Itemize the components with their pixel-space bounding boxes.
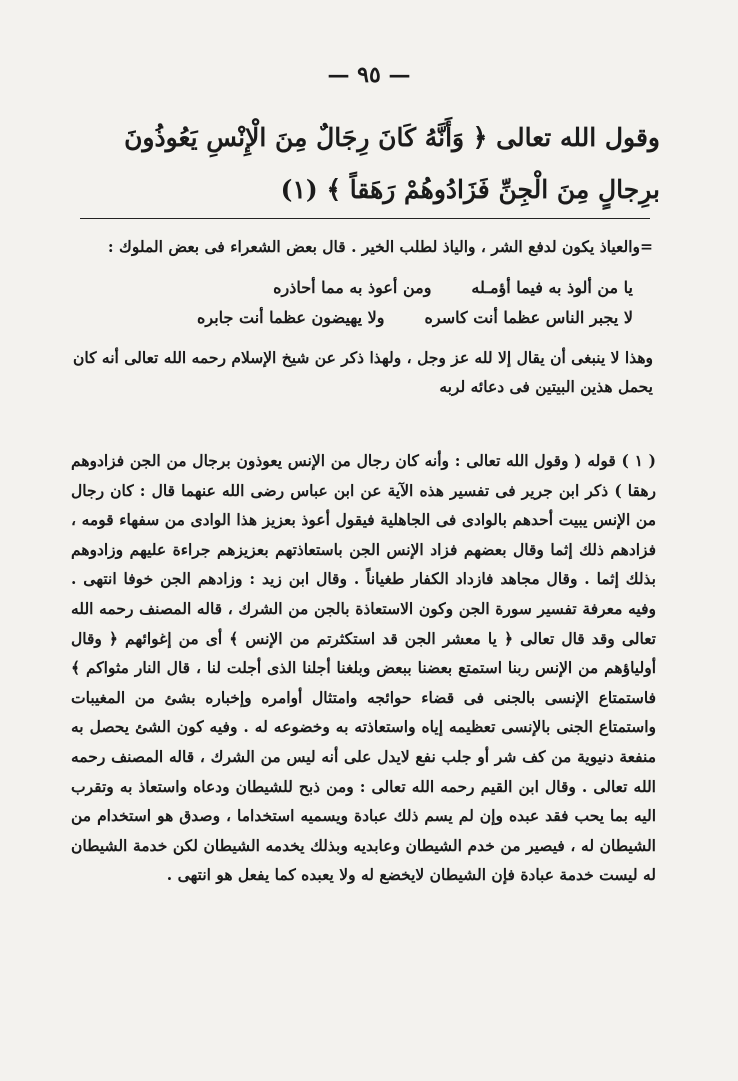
poetry-line — [73, 273, 633, 303]
page-number: — ٩٥ — — [327, 62, 411, 88]
footnote — [71, 446, 656, 890]
hemistich-second: ولا يهيضون عظما أنت جابره — [197, 308, 385, 327]
main-text — [60, 112, 660, 216]
poetry-block — [73, 273, 653, 333]
poetry-line — [73, 303, 633, 333]
divider — [80, 218, 650, 219]
main-text-line-2: برِجالٍ مِنَ الْجِنِّ فَزَادُوهُمْ رَهَقاً ﴾ (١) — [280, 175, 660, 204]
hemistich-second: ومن أعوذ به مما أحاذره — [273, 278, 432, 297]
main-text-line-1: وقول الله تعالى ﴿ وَأَنَّهُ كَانَ رِجَالٌ مِنَ الْإِنْسِ يَعُوذُونَ — [124, 123, 660, 152]
hemistich-first: يا من ألوذ به فيما أؤمـله — [471, 278, 633, 297]
commentary-after: وهذا لا ينبغى أن يقال إلا لله عز وجل ، ولهذا ذكر عن شيخ الإسلام رحمه الله تعالى أنه كان يحمل هذين البيتين فى دعائه لربه — [73, 348, 653, 396]
commentary — [73, 232, 653, 401]
hemistich-first: لا يجبر الناس عظما أنت كاسره — [424, 308, 633, 327]
commentary-intro: =والعياذ يكون لدفع الشر ، والياذ لطلب الخير . قال بعض الشعراء فى بعض الملوك : — [107, 237, 653, 256]
footnote-text: ( ١ ) قوله ( وقول الله تعالى : وأنه كان رجال من الإنس يعوذون برجال من الجن فزادوهم رهقا ) ذكر ابن جرير فى تفسير هذه الآية عن ابن عباس رضى الله عنهما قال : كان رجال من الإنس يبيت أحدهم بالوادى فى الجاهلية فيقول أعوذ بعزيز هذا الوادى من سفهاء قومه ، فزادهم ذلك إثما وقال بعضهم فزاد الإنس الجن باستعاذتهم بعزيزهم جراءة عليهم وزادوهم بذلك إثما . وقال مجاهد فازداد الكفار طغياناً . وقال ابن زيد : وزادهم الجن خوفا انتهى . وفيه معرفة تفسير سورة الجن وكون الاستعاذة بالجن من الشرك ، قاله المصنف رحمه الله تعالى وقد قال تعالى ﴿ يا معشر الجن قد استكثرتم من الإنس ﴾ أى من إغوائهم ﴿ وقال أولياؤهم من الإنس ربنا استمتع بعضنا ببعض وبلغنا أجلنا الذى أجلت لنا ، قال النار مثواكم ﴾ فاستمتاع الإنسى بالجنى فى قضاء حوائجه وامتثال أوامره وإخباره بشئ من المغيبات واستمتاع الجنى بالإنسى تعظيمه إياه واستعاذته به وخضوعه له . وفيه كون الشئ يحصل به منفعة دنيوية من كف شر أو جلب نفع لايدل على أنه ليس من الشرك ، قاله المصنف رحمه الله تعالى . وقال ابن القيم رحمه الله تعالى : ومن ذبح للشيطان ودعاه واستعاذ به وتقرب اليه بما يحب فقد عبده وإن لم يسم ذلك عبادة ويسميه استخداما ، وصدق هو استخدام من الشيطان له ، فيصير من خدم الشيطان وعابديه وبذلك يخدمه الشيطان لكن خدمة الشيطان له ليست خدمة عبادة فإن الشيطان لايخضع له ولا يعبده كما يفعل هو انتهى . — [71, 451, 656, 885]
